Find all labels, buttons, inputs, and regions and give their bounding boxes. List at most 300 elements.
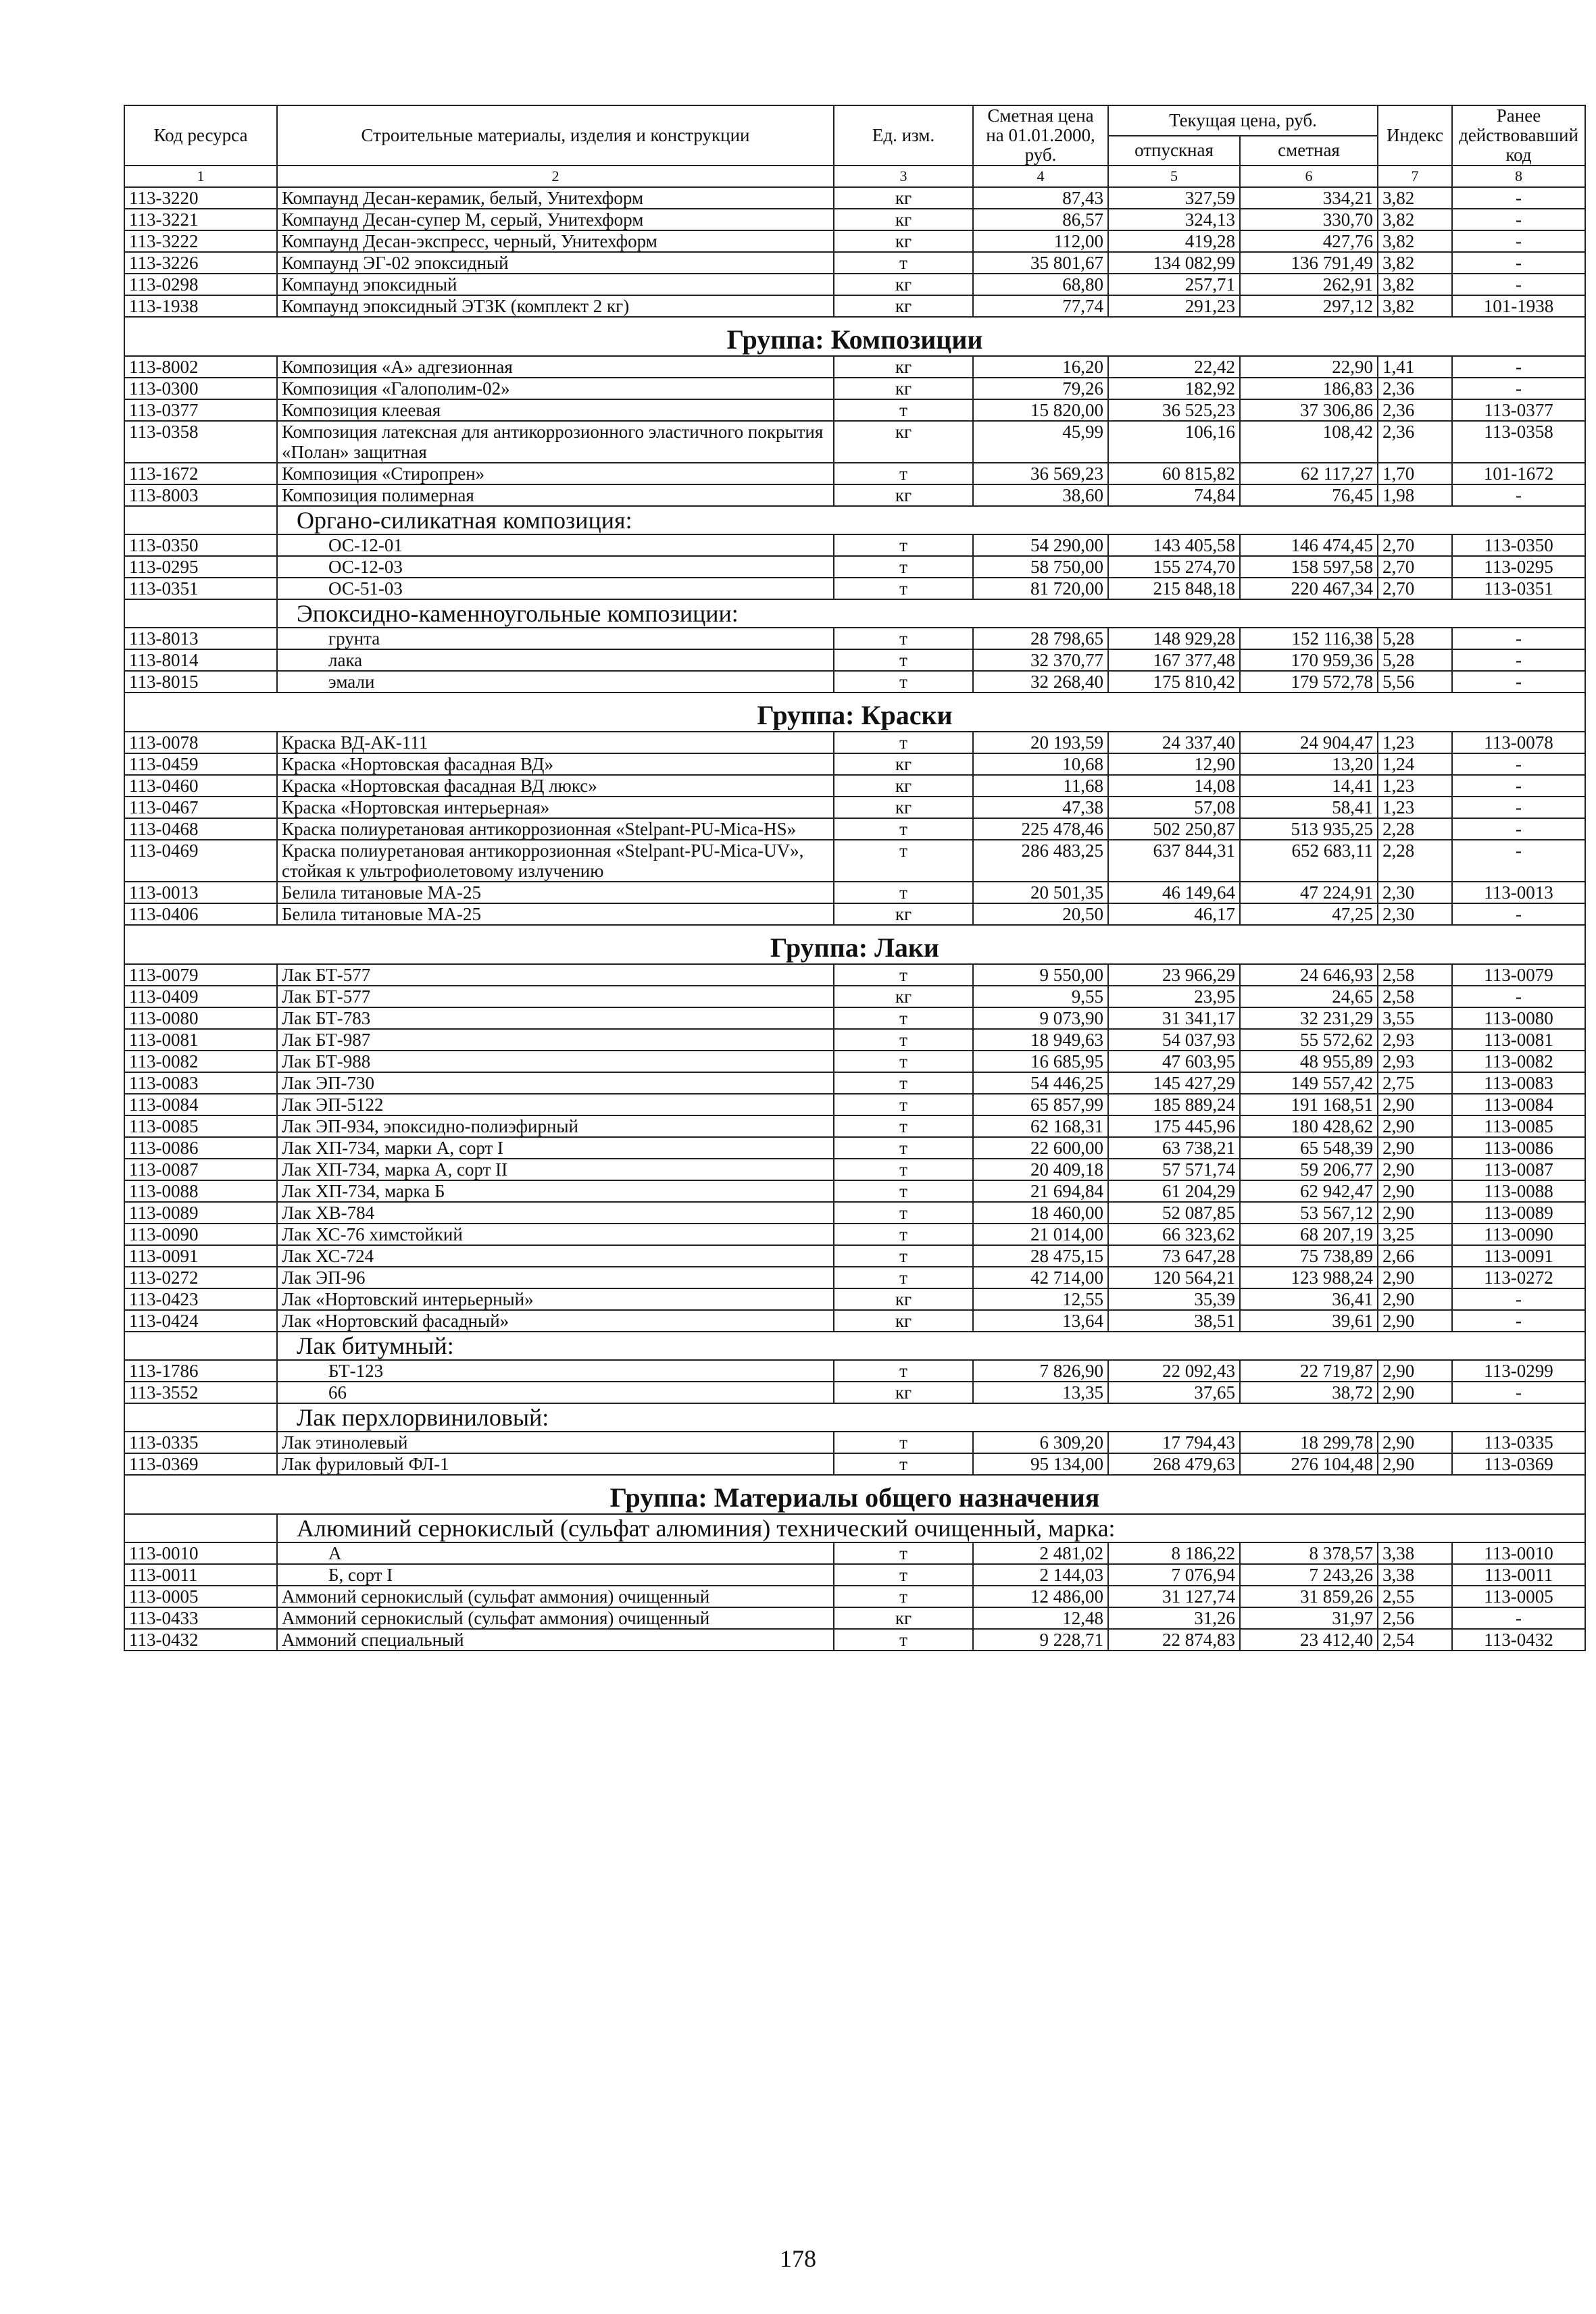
table-row bbox=[124, 1029, 1585, 1051]
previous-code: 113-0079 bbox=[1452, 964, 1585, 986]
material-name: Лак ЭП-934, эпоксидно-полиэфирный bbox=[277, 1115, 834, 1137]
previous-code: 113-0088 bbox=[1452, 1180, 1585, 1202]
material-name: Компаунд эпоксидный ЭТЗК (комплект 2 кг) bbox=[277, 295, 834, 317]
estimate-price: 191 168,51 bbox=[1240, 1094, 1378, 1115]
material-name: Краска «Нортовская интерьерная» bbox=[277, 797, 834, 818]
price-index: 1,70 bbox=[1378, 463, 1452, 484]
base-price: 9 228,71 bbox=[973, 1629, 1108, 1651]
group-title: Группа: Краски bbox=[124, 693, 1585, 732]
resource-code: 113-0013 bbox=[124, 882, 277, 903]
table-row bbox=[124, 1137, 1585, 1159]
estimate-price: 13,20 bbox=[1240, 753, 1378, 775]
estimate-price: 47 224,91 bbox=[1240, 882, 1378, 903]
table-row bbox=[124, 1382, 1585, 1403]
wholesale-price: 47 603,95 bbox=[1108, 1051, 1240, 1072]
base-price: 13,64 bbox=[973, 1310, 1108, 1332]
estimate-price: 330,70 bbox=[1240, 209, 1378, 230]
unit: кг bbox=[834, 209, 973, 230]
resource-code: 113-3220 bbox=[124, 187, 277, 209]
estimate-price: 18 299,78 bbox=[1240, 1432, 1378, 1453]
unit: т bbox=[834, 1432, 973, 1453]
resource-code: 113-0460 bbox=[124, 775, 277, 797]
table-row bbox=[124, 1360, 1585, 1382]
unit: т bbox=[834, 1360, 973, 1382]
previous-code: - bbox=[1452, 840, 1585, 882]
unit: т bbox=[834, 1072, 973, 1094]
price-index: 2,30 bbox=[1378, 903, 1452, 925]
estimate-price: 32 231,29 bbox=[1240, 1007, 1378, 1029]
wholesale-price: 419,28 bbox=[1108, 230, 1240, 252]
resource-code: 113-0091 bbox=[124, 1245, 277, 1267]
subgroup-title: Лак перхлорвиниловый: bbox=[277, 1403, 1585, 1432]
previous-code: 113-0272 bbox=[1452, 1267, 1585, 1288]
table-row bbox=[124, 1542, 1585, 1564]
previous-code: 113-0013 bbox=[1452, 882, 1585, 903]
material-name: Компаунд эпоксидный bbox=[277, 274, 834, 295]
column-number: 3 bbox=[834, 166, 973, 187]
previous-code: 113-0358 bbox=[1452, 421, 1585, 463]
unit: кг bbox=[834, 1607, 973, 1629]
previous-code: 113-0084 bbox=[1452, 1094, 1585, 1115]
unit: т bbox=[834, 1453, 973, 1475]
material-name: Компаунд Десан-супер М, серый, Унитехформ bbox=[277, 209, 834, 230]
price-index: 2,93 bbox=[1378, 1029, 1452, 1051]
material-name: Лак фуриловый ФЛ-1 bbox=[277, 1453, 834, 1475]
resource-code: 113-0089 bbox=[124, 1202, 277, 1224]
wholesale-price: 35,39 bbox=[1108, 1288, 1240, 1310]
resource-code: 113-0081 bbox=[124, 1029, 277, 1051]
resource-code: 113-0459 bbox=[124, 753, 277, 775]
price-index: 1,23 bbox=[1378, 797, 1452, 818]
resource-code: 113-0085 bbox=[124, 1115, 277, 1137]
previous-code: 113-0005 bbox=[1452, 1586, 1585, 1607]
material-name: 66 bbox=[277, 1382, 834, 1403]
wholesale-price: 145 427,29 bbox=[1108, 1072, 1240, 1094]
table-body bbox=[124, 187, 1585, 1651]
group-heading-row bbox=[124, 925, 1585, 964]
estimate-price: 24,65 bbox=[1240, 986, 1378, 1007]
unit: т bbox=[834, 1267, 973, 1288]
material-name: ОС-51-03 bbox=[277, 578, 834, 599]
table-row bbox=[124, 378, 1585, 399]
table-row bbox=[124, 671, 1585, 693]
unit: т bbox=[834, 463, 973, 484]
resource-code: 113-0468 bbox=[124, 818, 277, 840]
resource-code: 113-0088 bbox=[124, 1180, 277, 1202]
estimate-price: 186,83 bbox=[1240, 378, 1378, 399]
previous-code: - bbox=[1452, 818, 1585, 840]
material-name: Краска полиуретановая антикоррозионная «Stelpant-PU-Mica-UV», стойкая к ультрофиолетовому излучению bbox=[277, 840, 834, 882]
estimate-price: 37 306,86 bbox=[1240, 399, 1378, 421]
estimate-price: 8 378,57 bbox=[1240, 1542, 1378, 1564]
previous-code: 113-0078 bbox=[1452, 732, 1585, 753]
price-index: 2,90 bbox=[1378, 1432, 1452, 1453]
estimate-price: 108,42 bbox=[1240, 421, 1378, 463]
resource-code: 113-0084 bbox=[124, 1094, 277, 1115]
unit: т bbox=[834, 732, 973, 753]
subgroup-heading-row bbox=[124, 506, 1585, 534]
wholesale-price: 46,17 bbox=[1108, 903, 1240, 925]
base-price: 16,20 bbox=[973, 356, 1108, 378]
resource-code: 113-0432 bbox=[124, 1629, 277, 1651]
header-prev-code: Ранее действовавший код bbox=[1452, 105, 1585, 166]
base-price: 79,26 bbox=[973, 378, 1108, 399]
wholesale-price: 73 647,28 bbox=[1108, 1245, 1240, 1267]
table-row bbox=[124, 1007, 1585, 1029]
resource-code: 113-0350 bbox=[124, 534, 277, 556]
material-name: Лак ЭП-96 bbox=[277, 1267, 834, 1288]
resource-code: 113-0377 bbox=[124, 399, 277, 421]
wholesale-price: 24 337,40 bbox=[1108, 732, 1240, 753]
previous-code: 113-0377 bbox=[1452, 399, 1585, 421]
wholesale-price: 291,23 bbox=[1108, 295, 1240, 317]
material-name: Краска «Нортовская фасадная ВД» bbox=[277, 753, 834, 775]
price-index: 3,82 bbox=[1378, 187, 1452, 209]
unit: т bbox=[834, 1051, 973, 1072]
base-price: 22 600,00 bbox=[973, 1137, 1108, 1159]
wholesale-price: 46 149,64 bbox=[1108, 882, 1240, 903]
table-row bbox=[124, 628, 1585, 649]
column-number: 2 bbox=[277, 166, 834, 187]
price-index: 2,36 bbox=[1378, 378, 1452, 399]
base-price: 65 857,99 bbox=[973, 1094, 1108, 1115]
price-index: 1,24 bbox=[1378, 753, 1452, 775]
material-name: Компаунд Десан-керамик, белый, Унитехформ bbox=[277, 187, 834, 209]
unit: т bbox=[834, 1629, 973, 1651]
wholesale-price: 148 929,28 bbox=[1108, 628, 1240, 649]
base-price: 36 569,23 bbox=[973, 463, 1108, 484]
previous-code: 113-0091 bbox=[1452, 1245, 1585, 1267]
wholesale-price: 31 127,74 bbox=[1108, 1586, 1240, 1607]
price-index: 3,55 bbox=[1378, 1007, 1452, 1029]
table-row bbox=[124, 556, 1585, 578]
wholesale-price: 175 810,42 bbox=[1108, 671, 1240, 693]
resource-code: 113-0424 bbox=[124, 1310, 277, 1332]
wholesale-price: 215 848,18 bbox=[1108, 578, 1240, 599]
estimate-price: 7 243,26 bbox=[1240, 1564, 1378, 1586]
resource-code: 113-0079 bbox=[124, 964, 277, 986]
resource-code: 113-0078 bbox=[124, 732, 277, 753]
base-price: 18 460,00 bbox=[973, 1202, 1108, 1224]
table-row bbox=[124, 1586, 1585, 1607]
resource-code: 113-8003 bbox=[124, 484, 277, 506]
table-row bbox=[124, 732, 1585, 753]
resource-code: 113-1672 bbox=[124, 463, 277, 484]
subgroup-code-empty bbox=[124, 1332, 277, 1360]
price-index: 2,58 bbox=[1378, 964, 1452, 986]
price-index: 2,90 bbox=[1378, 1137, 1452, 1159]
previous-code: 101-1938 bbox=[1452, 295, 1585, 317]
base-price: 20 193,59 bbox=[973, 732, 1108, 753]
material-name: Лак ХП-734, марки А, сорт I bbox=[277, 1137, 834, 1159]
subgroup-title: Эпоксидно-каменноугольные композиции: bbox=[277, 599, 1585, 628]
table-row bbox=[124, 1564, 1585, 1586]
previous-code: - bbox=[1452, 209, 1585, 230]
price-index: 2,93 bbox=[1378, 1051, 1452, 1072]
previous-code: - bbox=[1452, 252, 1585, 274]
price-index: 3,38 bbox=[1378, 1542, 1452, 1564]
unit: кг bbox=[834, 187, 973, 209]
base-price: 28 798,65 bbox=[973, 628, 1108, 649]
estimate-price: 31,97 bbox=[1240, 1607, 1378, 1629]
table-row bbox=[124, 1072, 1585, 1094]
unit: т bbox=[834, 1007, 973, 1029]
previous-code: - bbox=[1452, 628, 1585, 649]
price-index: 5,56 bbox=[1378, 671, 1452, 693]
previous-code: 113-0082 bbox=[1452, 1051, 1585, 1072]
price-index: 2,90 bbox=[1378, 1288, 1452, 1310]
base-price: 2 144,03 bbox=[973, 1564, 1108, 1586]
price-index: 2,28 bbox=[1378, 818, 1452, 840]
estimate-price: 55 572,62 bbox=[1240, 1029, 1378, 1051]
price-index: 3,38 bbox=[1378, 1564, 1452, 1586]
price-index: 2,90 bbox=[1378, 1115, 1452, 1137]
table-row bbox=[124, 1607, 1585, 1629]
price-index: 2,90 bbox=[1378, 1382, 1452, 1403]
material-name: лака bbox=[277, 649, 834, 671]
table-row bbox=[124, 274, 1585, 295]
price-index: 2,55 bbox=[1378, 1586, 1452, 1607]
material-name: Композиция клеевая bbox=[277, 399, 834, 421]
estimate-price: 152 116,38 bbox=[1240, 628, 1378, 649]
estimate-price: 149 557,42 bbox=[1240, 1072, 1378, 1094]
unit: т bbox=[834, 964, 973, 986]
base-price: 112,00 bbox=[973, 230, 1108, 252]
estimate-price: 23 412,40 bbox=[1240, 1629, 1378, 1651]
base-price: 10,68 bbox=[973, 753, 1108, 775]
subgroup-heading-row bbox=[124, 1514, 1585, 1542]
table-row bbox=[124, 463, 1585, 484]
column-numbers-row bbox=[124, 166, 1585, 187]
previous-code: 113-0299 bbox=[1452, 1360, 1585, 1382]
previous-code: - bbox=[1452, 1288, 1585, 1310]
previous-code: - bbox=[1452, 775, 1585, 797]
base-price: 35 801,67 bbox=[973, 252, 1108, 274]
estimate-price: 48 955,89 bbox=[1240, 1051, 1378, 1072]
unit: т bbox=[834, 1542, 973, 1564]
unit: т bbox=[834, 1586, 973, 1607]
base-price: 9 550,00 bbox=[973, 964, 1108, 986]
previous-code: 113-0083 bbox=[1452, 1072, 1585, 1094]
estimate-price: 170 959,36 bbox=[1240, 649, 1378, 671]
estimate-price: 427,76 bbox=[1240, 230, 1378, 252]
subgroup-heading-row bbox=[124, 1332, 1585, 1360]
header-unit: Ед. изм. bbox=[834, 105, 973, 166]
estimate-price: 58,41 bbox=[1240, 797, 1378, 818]
material-name: Лак этинолевый bbox=[277, 1432, 834, 1453]
previous-code: - bbox=[1452, 1607, 1585, 1629]
wholesale-price: 324,13 bbox=[1108, 209, 1240, 230]
resource-code: 113-0433 bbox=[124, 1607, 277, 1629]
wholesale-price: 327,59 bbox=[1108, 187, 1240, 209]
previous-code: 113-0086 bbox=[1452, 1137, 1585, 1159]
wholesale-price: 120 564,21 bbox=[1108, 1267, 1240, 1288]
material-name: Лак ХС-724 bbox=[277, 1245, 834, 1267]
estimate-price: 297,12 bbox=[1240, 295, 1378, 317]
material-name: Композиция «А» адгезионная bbox=[277, 356, 834, 378]
base-price: 86,57 bbox=[973, 209, 1108, 230]
unit: кг bbox=[834, 1288, 973, 1310]
table-row bbox=[124, 1310, 1585, 1332]
column-number: 5 bbox=[1108, 166, 1240, 187]
wholesale-price: 8 186,22 bbox=[1108, 1542, 1240, 1564]
base-price: 62 168,31 bbox=[973, 1115, 1108, 1137]
wholesale-price: 38,51 bbox=[1108, 1310, 1240, 1332]
base-price: 54 446,25 bbox=[973, 1072, 1108, 1094]
resource-code: 113-0272 bbox=[124, 1267, 277, 1288]
material-name: Лак ХП-734, марка Б bbox=[277, 1180, 834, 1202]
wholesale-price: 23 966,29 bbox=[1108, 964, 1240, 986]
column-number: 7 bbox=[1378, 166, 1452, 187]
base-price: 20 409,18 bbox=[973, 1159, 1108, 1180]
base-price: 21 694,84 bbox=[973, 1180, 1108, 1202]
resource-code: 113-3221 bbox=[124, 209, 277, 230]
table-header bbox=[124, 105, 1585, 187]
previous-code: - bbox=[1452, 274, 1585, 295]
previous-code: 113-0087 bbox=[1452, 1159, 1585, 1180]
table-row bbox=[124, 1453, 1585, 1475]
estimate-price: 220 467,34 bbox=[1240, 578, 1378, 599]
material-name: Лак БТ-987 bbox=[277, 1029, 834, 1051]
resource-code: 113-8013 bbox=[124, 628, 277, 649]
table-row bbox=[124, 252, 1585, 274]
estimate-price: 123 988,24 bbox=[1240, 1267, 1378, 1288]
table-row bbox=[124, 1245, 1585, 1267]
resource-code: 113-0090 bbox=[124, 1224, 277, 1245]
material-name: Лак БТ-577 bbox=[277, 986, 834, 1007]
previous-code: 113-0369 bbox=[1452, 1453, 1585, 1475]
base-price: 42 714,00 bbox=[973, 1267, 1108, 1288]
unit: кг bbox=[834, 1382, 973, 1403]
unit: кг bbox=[834, 797, 973, 818]
resource-code: 113-0298 bbox=[124, 274, 277, 295]
base-price: 47,38 bbox=[973, 797, 1108, 818]
resource-code: 113-0005 bbox=[124, 1586, 277, 1607]
base-price: 286 483,25 bbox=[973, 840, 1108, 882]
material-name: Компаунд Десан-экспресс, черный, Унитехформ bbox=[277, 230, 834, 252]
resource-code: 113-0080 bbox=[124, 1007, 277, 1029]
base-price: 45,99 bbox=[973, 421, 1108, 463]
wholesale-price: 31 341,17 bbox=[1108, 1007, 1240, 1029]
resource-code: 113-0358 bbox=[124, 421, 277, 463]
table-row bbox=[124, 964, 1585, 986]
resource-code: 113-8015 bbox=[124, 671, 277, 693]
unit: кг bbox=[834, 230, 973, 252]
resource-code: 113-0086 bbox=[124, 1137, 277, 1159]
unit: т bbox=[834, 1224, 973, 1245]
price-index: 1,23 bbox=[1378, 775, 1452, 797]
estimate-price: 513 935,25 bbox=[1240, 818, 1378, 840]
material-name: А bbox=[277, 1542, 834, 1564]
material-name: Композиция «Стиропрен» bbox=[277, 463, 834, 484]
base-price: 95 134,00 bbox=[973, 1453, 1108, 1475]
material-name: Лак ХП-734, марка А, сорт II bbox=[277, 1159, 834, 1180]
material-name: ОС-12-01 bbox=[277, 534, 834, 556]
previous-code: 113-0351 bbox=[1452, 578, 1585, 599]
material-name: Лак «Нортовский интерьерный» bbox=[277, 1288, 834, 1310]
price-index: 5,28 bbox=[1378, 649, 1452, 671]
estimate-price: 47,25 bbox=[1240, 903, 1378, 925]
subgroup-code-empty bbox=[124, 599, 277, 628]
wholesale-price: 185 889,24 bbox=[1108, 1094, 1240, 1115]
estimate-price: 652 683,11 bbox=[1240, 840, 1378, 882]
unit: т bbox=[834, 1094, 973, 1115]
unit: т bbox=[834, 671, 973, 693]
price-index: 2,90 bbox=[1378, 1360, 1452, 1382]
unit: кг bbox=[834, 1310, 973, 1332]
price-index: 3,82 bbox=[1378, 230, 1452, 252]
material-name: Краска «Нортовская фасадная ВД люкс» bbox=[277, 775, 834, 797]
estimate-price: 334,21 bbox=[1240, 187, 1378, 209]
previous-code: - bbox=[1452, 797, 1585, 818]
subgroup-code-empty bbox=[124, 1403, 277, 1432]
wholesale-price: 17 794,43 bbox=[1108, 1432, 1240, 1453]
unit: кг bbox=[834, 274, 973, 295]
table-row bbox=[124, 1629, 1585, 1651]
wholesale-price: 63 738,21 bbox=[1108, 1137, 1240, 1159]
unit: кг bbox=[834, 356, 973, 378]
base-price: 6 309,20 bbox=[973, 1432, 1108, 1453]
material-name: Лак ЭП-5122 bbox=[277, 1094, 834, 1115]
table-row bbox=[124, 230, 1585, 252]
previous-code: 113-0335 bbox=[1452, 1432, 1585, 1453]
price-index: 2,90 bbox=[1378, 1180, 1452, 1202]
header-index: Индекс bbox=[1378, 105, 1452, 166]
resource-code: 113-0406 bbox=[124, 903, 277, 925]
column-number: 1 bbox=[124, 166, 277, 187]
resource-code: 113-3222 bbox=[124, 230, 277, 252]
estimate-price: 24 904,47 bbox=[1240, 732, 1378, 753]
wholesale-price: 54 037,93 bbox=[1108, 1029, 1240, 1051]
unit: т bbox=[834, 556, 973, 578]
resource-code: 113-0083 bbox=[124, 1072, 277, 1094]
subgroup-title: Лак битумный: bbox=[277, 1332, 1585, 1360]
resource-code: 113-0082 bbox=[124, 1051, 277, 1072]
material-name: Лак ЭП-730 bbox=[277, 1072, 834, 1094]
estimate-price: 14,41 bbox=[1240, 775, 1378, 797]
wholesale-price: 155 274,70 bbox=[1108, 556, 1240, 578]
group-heading-row bbox=[124, 1475, 1585, 1514]
subgroup-title: Органо-силикатная композиция: bbox=[277, 506, 1585, 534]
previous-code: 113-0081 bbox=[1452, 1029, 1585, 1051]
estimate-price: 36,41 bbox=[1240, 1288, 1378, 1310]
subgroup-code-empty bbox=[124, 506, 277, 534]
price-index: 2,90 bbox=[1378, 1267, 1452, 1288]
previous-code: - bbox=[1452, 753, 1585, 775]
price-index: 2,70 bbox=[1378, 534, 1452, 556]
previous-code: 101-1672 bbox=[1452, 463, 1585, 484]
estimate-price: 53 567,12 bbox=[1240, 1202, 1378, 1224]
material-name: ОС-12-03 bbox=[277, 556, 834, 578]
subgroup-heading-row bbox=[124, 1403, 1585, 1432]
wholesale-price: 106,16 bbox=[1108, 421, 1240, 463]
estimate-price: 146 474,45 bbox=[1240, 534, 1378, 556]
group-heading-row bbox=[124, 317, 1585, 356]
base-price: 15 820,00 bbox=[973, 399, 1108, 421]
estimate-price: 62 942,47 bbox=[1240, 1180, 1378, 1202]
previous-code: - bbox=[1452, 986, 1585, 1007]
estimate-price: 75 738,89 bbox=[1240, 1245, 1378, 1267]
group-title: Группа: Материалы общего назначения bbox=[124, 1475, 1585, 1514]
header-base-price: Сметная цена на 01.01.2000, руб. bbox=[973, 105, 1108, 166]
table-row bbox=[124, 797, 1585, 818]
base-price: 12,48 bbox=[973, 1607, 1108, 1629]
previous-code: - bbox=[1452, 1382, 1585, 1403]
price-table bbox=[124, 105, 1586, 1651]
wholesale-price: 22,42 bbox=[1108, 356, 1240, 378]
wholesale-price: 36 525,23 bbox=[1108, 399, 1240, 421]
unit: т bbox=[834, 1202, 973, 1224]
